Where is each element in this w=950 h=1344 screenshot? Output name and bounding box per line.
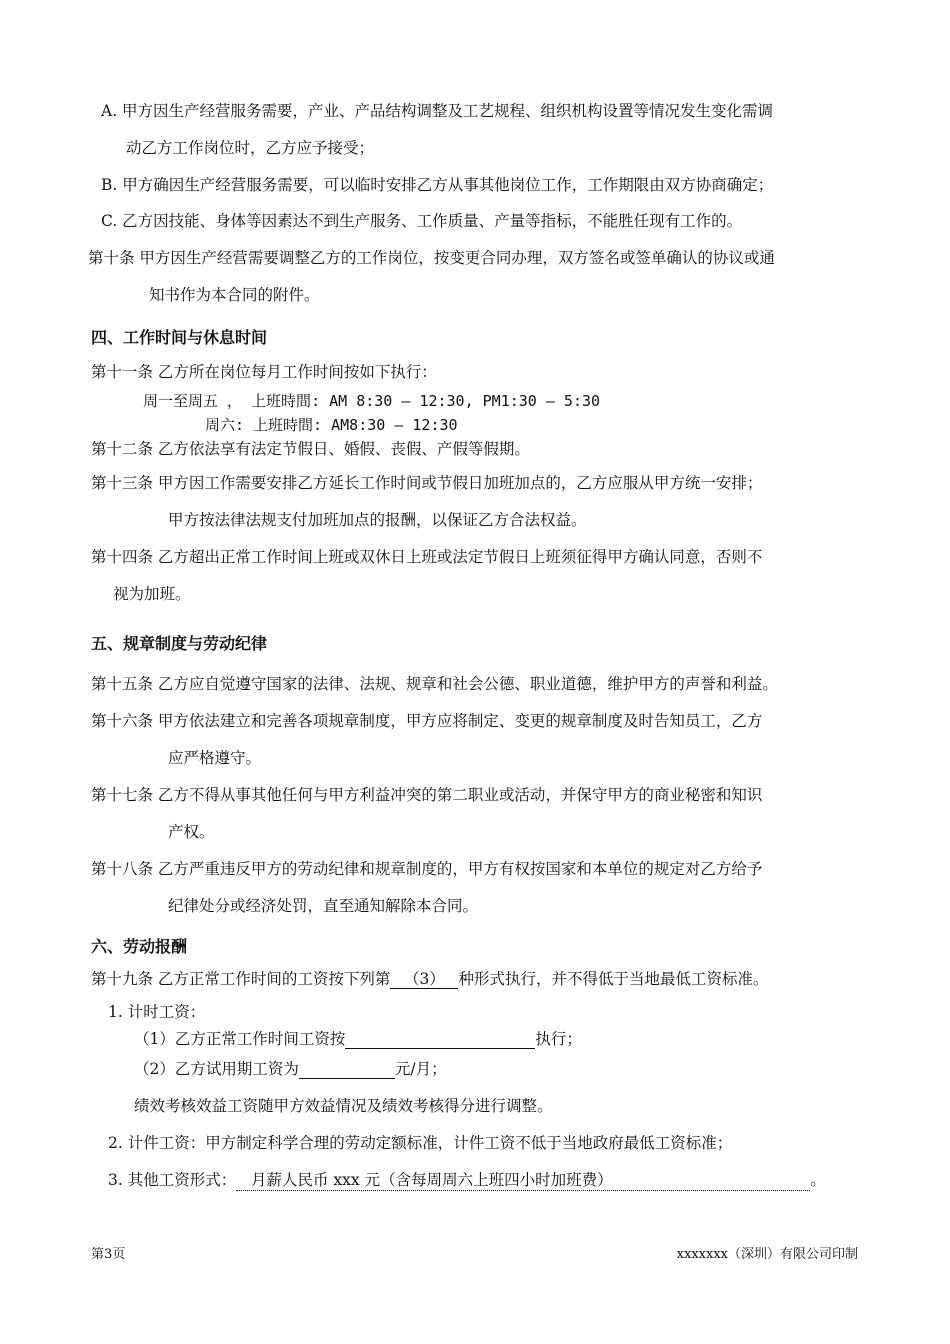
article-11: 第十一条 乙方所在岗位每月工作时间按如下执行： [91,363,437,381]
article-10-line1: 第十条 甲方因生产经营需要调整乙方的工作岗位，按变更合同办理，双方签名或签单确认的协议或通 [88,249,775,267]
article-14-line2: 视为加班。 [113,585,191,603]
section-6-heading: 六、劳动报酬 [91,937,188,956]
article-19-prefix: 第十九条 乙方正常工作时间的工资按下列第 [91,970,391,988]
article-18-line1: 第十八条 乙方严重违反甲方的劳动纪律和规章制度的，甲方有权按国家和本单位的规定对乙方给予 [91,860,763,878]
article-17-line2: 产权。 [168,823,215,841]
item-3-other-wage [108,1170,826,1191]
section-4-heading: 四、工作时间与休息时间 [91,328,268,347]
article-19-suffix: 种形式执行，并不得低于当地最低工资标准。 [458,970,769,988]
clause-b: B. 甲方确因生产经营服务需要，可以临时安排乙方从事其他岗位工作，工作期限由双方协商确定； [101,176,774,194]
article-17-line1: 第十七条 乙方不得从事其他任何与甲方利益冲突的第二职业或活动，并保守甲方的商业秘密和知识 [91,786,763,804]
item-1-hourly-wage: 1. 计时工资： [108,1003,206,1021]
schedule-weekday: 周一至周五 ， 上班時間: AM 8:30 – 12:30, PM1:30 – 5:30 [143,392,601,410]
other-wage-text: 月薪人民币 xxx 元（含每周周六上班四小时加班费） [251,1171,613,1189]
article-14-line1: 第十四条 乙方超出正常工作时间上班或双休日上班或法定节假日上班须征得甲方确认同意，否则不 [91,548,763,566]
clause-a-line1: A. 甲方因生产经营服务需要，产业、产品结构调整及工艺规程、组织机构设置等情况发生变化需调 [101,102,774,120]
item-1-2 [134,1059,447,1079]
page-number: 第3页 [91,1247,126,1262]
item-1-1 [134,1029,582,1049]
article-13-line1: 第十三条 甲方因工作需要安排乙方延长工作时间或节假日加班加点的，乙方应服从甲方统一安排； [91,474,763,492]
section-5-heading: 五、规章制度与劳动纪律 [91,634,268,653]
article-16-line2: 应严格遵守。 [168,749,262,767]
item-2-piece-wage: 2. 计件工资：甲方制定科学合理的劳动定额标准，计件工资不低于当地政府最低工资标准； [108,1134,733,1152]
item-1-2-suffix: 元/月； [394,1060,447,1078]
item-1-1-suffix: 执行； [535,1030,582,1048]
printer-note: xxxxxxx（深圳）有限公司印制 [676,1247,858,1262]
article-12: 第十二条 乙方依法享有法定节假日、婚假、丧假、产假等假期。 [91,440,530,458]
other-wage-value [236,1170,810,1191]
item-3-prefix: 3. 其他工资形式： [108,1171,237,1189]
schedule-saturday: 周六: 上班時間: AM8:30 – 12:30 [205,416,458,434]
performance-note: 绩效考核效益工资随甲方效益情况及绩效考核得分进行调整。 [134,1097,553,1115]
normal-wage-blank[interactable] [345,1030,535,1049]
wage-form-choice: （3） [390,970,458,989]
article-15: 第十五条 乙方应自觉遵守国家的法律、法规、规章和社会公德、职业道德，维护甲方的声誉和利益。 [91,675,778,693]
clause-c: C. 乙方因技能、身体等因素达不到生产服务、工作质量、产量等指标，不能胜任现有工作的。 [101,212,743,230]
item-3-suffix: 。 [810,1171,826,1189]
article-13-line2: 甲方按法律法规支付加班加点的报酬，以保证乙方合法权益。 [168,511,587,529]
article-19 [91,969,768,989]
clause-a-line2: 动乙方工作岗位时，乙方应予接受； [126,139,375,157]
article-18-line2: 纪律处分或经济处罚，直至通知解除本合同。 [168,897,479,915]
probation-wage-blank[interactable] [299,1060,395,1079]
article-10-line2: 知书作为本合同的附件。 [149,286,320,304]
item-1-1-prefix: （1）乙方正常工作时间工资按 [134,1030,346,1048]
item-1-2-prefix: （2）乙方试用期工资为 [134,1060,299,1078]
article-16-line1: 第十六条 甲方依法建立和完善各项规章制度，甲方应将制定、变更的规章制度及时告知员工，乙方 [91,712,763,730]
